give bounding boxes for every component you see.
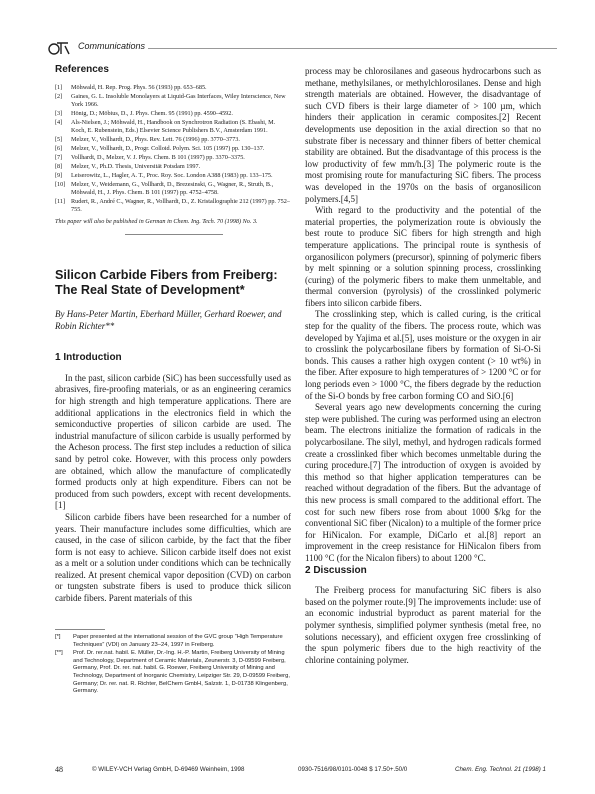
reference-text: Gaines, G. L. Insoluble Monolayers at Liquid-Gas Interfaces, Wiley Interscience, New York 1966. [71, 92, 286, 108]
reference-text: Melzer, V., Weidemann, G., Vollhardt, D., Brezesinski, G., Wagner, R., Struth, B., Möhwald, H., J. Phys. Chem. B 101 (1997) pp. 4752–4758. [71, 180, 274, 196]
page-footer [55, 766, 555, 776]
left-column [55, 64, 291, 605]
section-label: Communications [78, 41, 146, 51]
journal-citation: Chem. Eng. Technol. 21 (1998) 1 [455, 766, 546, 773]
issn-line: 0930-7516/98/0101-0048 $ 17.50+.50/0 [298, 766, 408, 773]
footnote-text: Paper presented at the international session of the GVC group “High Temperature Techniques” (VDI) on January 23–24, 1997 in Freiberg. [73, 634, 283, 648]
reference-item [55, 119, 291, 135]
reference-number: [2] [55, 92, 63, 100]
body-paragraph: The crosslinking step, which is called curing, is the critical step for the quality of the fibers. The process route, which was developed by Yajima et al.[5], uses moisture or the oxygen in air to crosslink the polycarbosilane fibers by formation of Si-O-Si bonds. This causes a rather high oxygen content (> 10 wt%) in the fiber. After exposure to high temperatures of > 1200 °C or for long periods even > 1000 °C, the fibers degrade by the reduction of the Si-O bonds by free carbon forming CO and SiO.[6] [305, 309, 541, 401]
footnote-divider [55, 629, 105, 630]
translation-note: This paper will also be published in German in Chem. Ing. Tech. 70 (1998) No. 3. [55, 217, 258, 225]
reference-text: Hönig, D.; Möbius, D., J. Phys. Chem. 95 (1991) pp. 4590–4592. [71, 109, 233, 117]
reference-number: [4] [55, 118, 63, 126]
reference-number: [7] [55, 153, 63, 161]
body-paragraph: Silicon carbide fibers have been researched for a number of years. Their manufacture includes some difficulties, which are caused, in the case of silicon carbide, by the fact that the fiber form is not easy to achieve. Silicon carbide itself does not exist as a melt or a solution under conditions which can be technically realized. At present chemical vapor deposition (CVD) on carbon or tungsten substrate fibers is used to produce thick silicon carbide fibers. Parent materials of this [55, 511, 291, 604]
section-heading-introduction: 1 Introduction [55, 352, 122, 364]
page-number: 48 [55, 765, 63, 774]
body-paragraph: process may be chlorosilanes and gaseous hydrocarbons such as methane, methylsilanes, or methylchlorosilanes. Dense and high strength materials are obtained. However, the disadvantage of such CVD fibers is their large diameter of > 100 µm, which hinders their application in ceramic composites.[2] Recent developments use deposition in the axial direction so that no substrate fiber is necessary and thinner fibers of better chemical stability are obtained. But the disadvantage of this process is the low productivity of few mm/h.[3] The polymeric route is the most promising route for manufacturing SiC fibers. The process was developed in the 1970s on the basis of organosilicon polymers.[4,5] [305, 66, 541, 204]
reference-item [55, 136, 291, 144]
footnote [55, 650, 291, 696]
reference-text: Möhwald, H. Rep. Prog. Phys. 56 (1993) pp. 653–685. [71, 83, 207, 91]
body-paragraph: Several years ago new developments concerning the curing step were published. The curing was performed using an electron beam. The electrons initialize the formation of radicals in the polycarbosilane. The silyl, methyl, and hydrogen radicals formed create a crosslinked fiber which becomes unmeltable during the curing procedure.[7] The introduction of oxygen is avoided by this method so that higher application temperatures can be reached without degradation of the fibers. But the advantage of this new process is small compared to the additional effort. The cost for such new fibers rose from about 1000 $/kg for the conventional SiC fiber (Nicalon) to a multiple of the former price for HiNicalon. For example, DiCarlo et al.[8] report an improvement in the creep resistance for HiNicalon fibers from 1100 °C (for the Nicalon fibers) to about 1200 °C. [305, 402, 541, 563]
body-paragraph: With regard to the productivity and the potential of the material properties, the polymerization route is obviously the best route to produce SiC fibers for high strength and high temperature applications. The principal route is synthesis of organosilicon polymers (precursor), spinning of polymeric fibers by melt spinning or a solution spinning process, crosslinking (curing) of the polymeric fibers to make them unmeltable, and thermal conversion (pyrolysis) of the crosslinked polymeric fibers into silicon carbide fibers. [305, 205, 541, 308]
reference-item [55, 172, 291, 180]
reference-text: Rudert, R., André C., Wagner, R., Vollhardt, D., Z. Kristallographie 212 (1997) pp. 752–755. [71, 197, 290, 213]
reference-number: [5] [55, 135, 63, 143]
reference-item [55, 84, 291, 92]
body-paragraph: The Freiberg process for manufacturing SiC fibers is also based on the polymer route.[9] The improvements include: use of an economic industrial byproduct as parent material for the polymer synthesis, simplified polymer synthesis (metal free, no solutions necessary), and efficient oxygen free crosslinking of the spun polymeric fibers due to the high reactivity of the chlorine containing polymer. [305, 585, 541, 665]
footnote-mark: [**] [55, 650, 63, 657]
reference-text: Leiserowitz, L., Hagler, A. T., Proc. Roy. Soc. London A388 (1983) pp. 133–175. [71, 171, 273, 179]
reference-number: [11] [55, 197, 66, 205]
footnote-mark: [*] [55, 634, 61, 640]
footnote [55, 634, 291, 649]
section-heading-discussion: 2 Discussion [305, 564, 367, 576]
body-paragraph: In the past, silicon carbide (SiC) has been successfully used as abrasives, fire-proofing materials, or as an engineering ceramics for high strength and high temperature applications. There are additional applications in the electronics field in which the semiconductive properties of silicon carbide are used. The industrial manufacture of silicon carbide is usually performed by the Acheson process. The first step includes a reduction of silica sand by petrol coke. However, with this process only powders are obtained, which allow the manufacture of complicatedly formed products only at high expenditure. Fibers can not be produced from such powders, except with recent developments.[1] [55, 372, 291, 511]
reference-number: [8] [55, 162, 63, 170]
reference-item [55, 110, 291, 118]
reference-text: Melzer, V., Vollhardt, D., Phys. Rev. Lett. 76 (1996) pp. 3770–3773. [71, 135, 240, 143]
reference-number: [3] [55, 109, 63, 117]
reference-number: [10] [55, 180, 66, 188]
reference-text: Als-Nielsen, J.; Möhwald, H., Handbook on Synchrotron Radiation (S. Ebashi, M. Koch, E. Rubenstein, Eds.) Elsevier Science Publishers B.V., Amsterdam 1991. [71, 118, 276, 134]
reference-item [55, 198, 291, 214]
reference-item [55, 154, 291, 162]
reference-number: [9] [55, 171, 63, 179]
header-divider [148, 48, 557, 49]
reference-item [55, 93, 291, 109]
publisher-line: © WILEY-VCH Verlag GmbH, D-69469 Weinheim, 1998 [92, 766, 245, 773]
right-column [305, 66, 541, 666]
reference-number: [1] [55, 83, 63, 91]
reference-number: [6] [55, 144, 63, 152]
reference-text: Melzer, V., Ph.D. Thesis, Universität Potsdam 1997. [71, 162, 201, 170]
footnotes [55, 634, 291, 697]
reference-item [55, 181, 291, 197]
reference-item [55, 163, 291, 171]
page-header [48, 40, 557, 56]
footnote-text: Prof. Dr. rer.nat. habil. E. Müller, Dr.-Ing. H.-P. Martin, Freiberg University of Mining and Technology, Department of Ceramic Materials, Zeunerstr. 3, D-09599 Freiberg, Germany, Prof. Dr. rer. nat. habil. G. Roewer, Freiberg University of Mining and Technology, Department of Inorganic Chemistry, Leipziger Str. 29, D-09599 Freiberg, Germany; Dr. rer. nat. R. Richter, BelChem GmbH, Salzstr. 1, D-01738 Klingenberg, Germany. [73, 650, 290, 695]
publisher-logo-icon [48, 40, 70, 56]
references-heading: References [55, 64, 109, 75]
author-byline: By Hans-Peter Martin, Eberhard Müller, Gerhard Roewer, and Robin Richter** [55, 309, 282, 332]
reference-text: Melzer, V., Vollhardt, D., Progr. Colloid. Polym. Sci. 105 (1997) pp. 130–137. [71, 144, 265, 152]
reference-list [55, 84, 291, 214]
divider [125, 234, 223, 235]
reference-text: Vollhardt, D., Melzer, V. J. Phys. Chem. B 101 (1997) pp. 3370–3375. [71, 153, 245, 161]
article-title: Silicon Carbide Fibers from Freiberg: The Real State of Development* [55, 268, 278, 298]
reference-item [55, 145, 291, 153]
